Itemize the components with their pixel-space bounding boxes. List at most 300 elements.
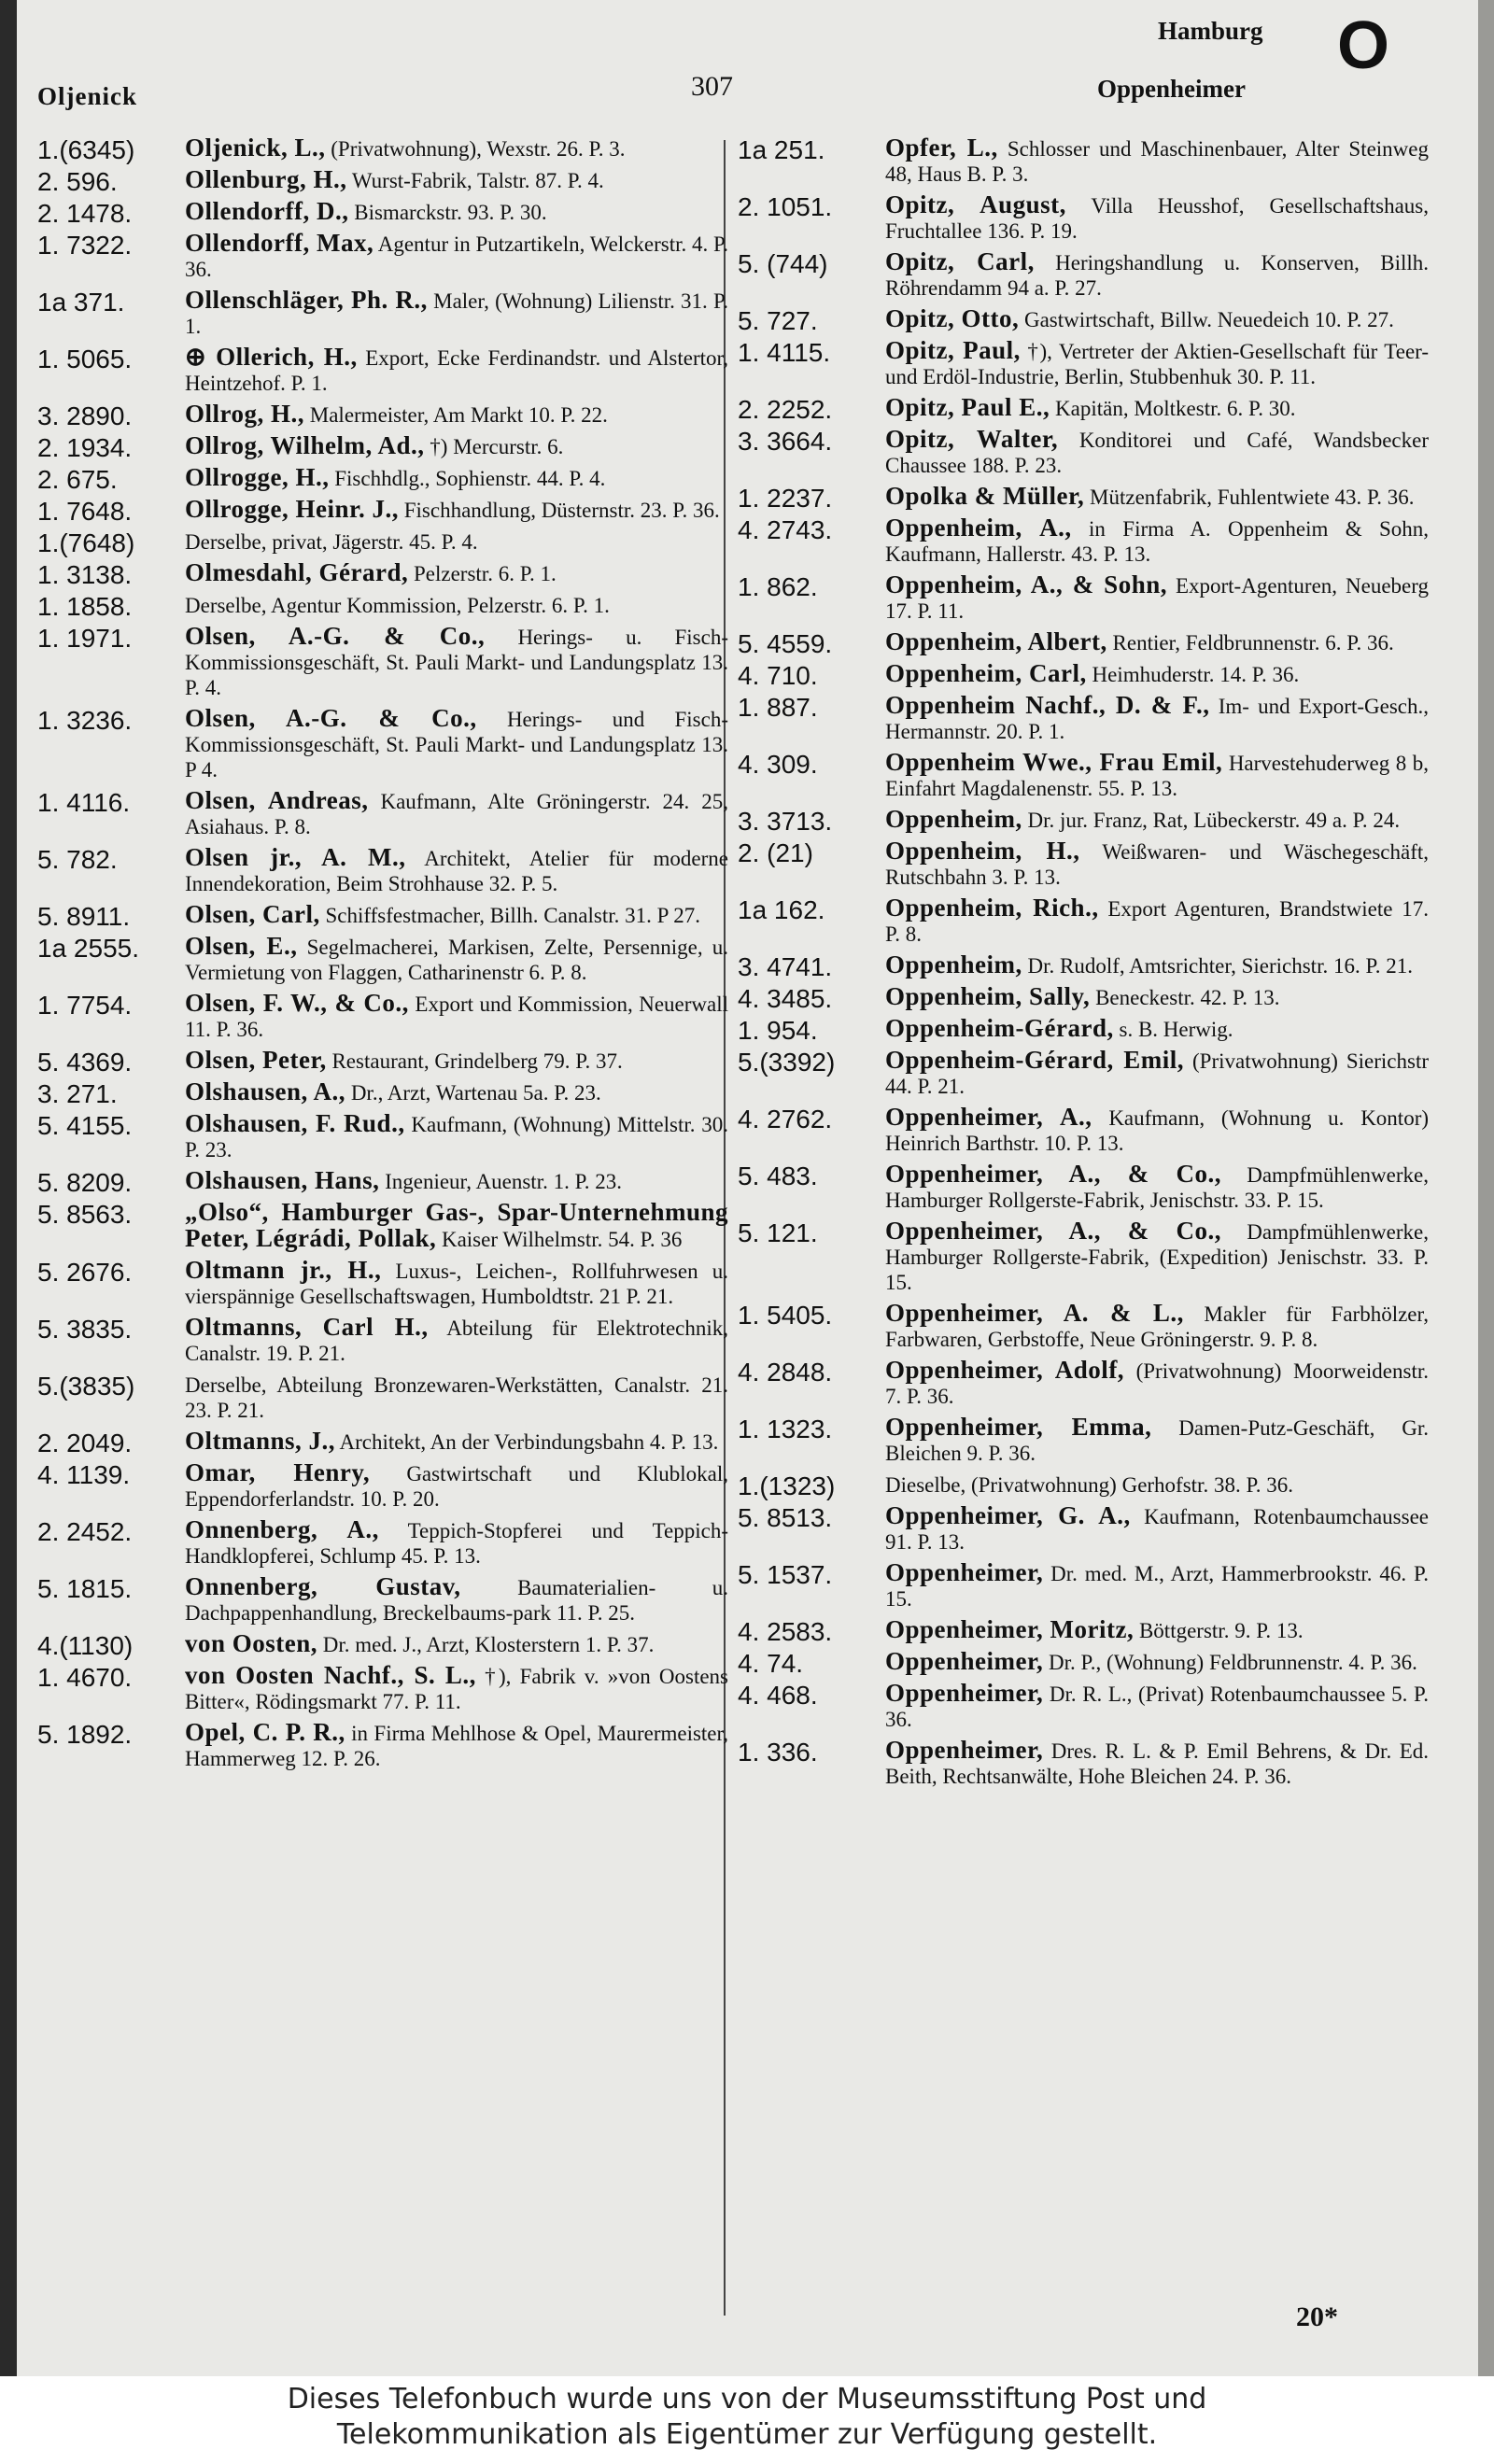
subscriber-name: Oppenheim, A., — [885, 514, 1072, 542]
entry-body — [885, 1105, 1429, 1156]
subscriber-name: Opitz, Walter, — [885, 425, 1059, 453]
section-letter: O — [1337, 8, 1390, 83]
phone-number: 1. 3236. — [37, 706, 133, 735]
entry-details: Dampfmühlenwerke, Hamburger Rollgerste-Fabrik, (Expedition) Jenischstr. 33. P. 15. — [885, 1220, 1429, 1294]
directory-entry — [738, 304, 1429, 335]
entry-details: Architekt, Atelier für moderne Innendekoration, Beim Strohhause 32. P. 5. — [185, 847, 729, 895]
directory-entry — [738, 952, 1429, 979]
entry-details: Dr., Arzt, Wartenau 5a. P. 23. — [350, 1081, 601, 1105]
subscriber-name: Oppenheim, H., — [885, 837, 1080, 865]
directory-entry — [738, 249, 1429, 301]
subscriber-name: Oppenheimer, — [885, 1679, 1044, 1707]
phone-number: 1. 862. — [738, 572, 818, 601]
phone-number: 5. 1892. — [37, 1720, 133, 1749]
phone-number: 2. 1934. — [37, 433, 133, 462]
directory-entry — [738, 1105, 1429, 1156]
entry-body — [185, 560, 728, 586]
phone-number: 5. 4369. — [37, 1048, 133, 1077]
directory-entry — [738, 895, 1429, 947]
entry-details: in Firma Mehlhose & Opel, Maurermeister, Hammerweg 12. P. 26. — [185, 1722, 729, 1770]
phone-number: 4. 468. — [738, 1681, 818, 1710]
entry-details: Dr. med. J., Arzt, Klosterstern 1. P. 37. — [322, 1633, 655, 1656]
subscriber-name: Ollrog, H., — [185, 400, 305, 428]
entry-body — [185, 1048, 728, 1074]
entry-details: Dampfmühlenwerke, Hamburger Rollgerste-Fabrik, Jenischstr. 33. P. 15. — [885, 1163, 1429, 1212]
entry-body — [185, 167, 728, 193]
phone-number: 1. 4670. — [37, 1663, 133, 1692]
phone-number: 5. 3835. — [37, 1315, 133, 1344]
phone-number: 1. 5405. — [738, 1301, 833, 1330]
entry-details: Makler für Farbhölzer, Farbwaren, Gerbstoffe, Neue Gröningerstr. 9. P. 8. — [885, 1302, 1430, 1351]
entry-body — [185, 1079, 728, 1105]
subscriber-name: Oppenheimer, A., & Co., — [885, 1160, 1221, 1188]
entry-body — [185, 1429, 728, 1455]
entry-body — [185, 1460, 728, 1512]
entry-body — [885, 427, 1429, 478]
header-last-name: Oppenheimer — [1097, 75, 1246, 103]
directory-entry — [37, 706, 728, 782]
phone-number: 1.(6345) — [37, 135, 135, 164]
entry-body — [885, 750, 1429, 801]
phone-number: 5. 121. — [738, 1218, 818, 1247]
entry-details: Konditorei und Café, Wandsbecker Chaussee 188. P. 23. — [885, 429, 1429, 477]
entry-body — [185, 199, 728, 225]
entry-body — [885, 629, 1429, 655]
subscriber-name: „Olso“, Hamburger Gas-, Spar-Unternehmung Peter, Légrádi, Pollak, — [185, 1198, 728, 1252]
header-city: Hamburg — [1158, 17, 1263, 45]
entry-body — [185, 1372, 728, 1423]
phone-number: 2. 2252. — [738, 395, 833, 424]
directory-entry — [37, 1429, 728, 1455]
entry-details: Dr. Rudolf, Amtsrichter, Sierichstr. 16. P. 21. — [1027, 954, 1413, 978]
subscriber-name: Ollrogge, H., — [185, 463, 330, 491]
entry-body — [185, 497, 728, 523]
entry-details: Dieselbe, (Privatwohnung) Gerhofstr. 38. P. 36. — [885, 1473, 1293, 1497]
subscriber-name: Onnenberg, A., — [185, 1515, 379, 1543]
entry-details: Dr. P., (Wohnung) Feldbrunnenstr. 4. P. 36. — [1049, 1651, 1417, 1674]
directory-entry — [37, 1315, 728, 1366]
entry-body — [885, 838, 1429, 890]
directory-entry — [37, 788, 728, 839]
entry-body — [185, 788, 728, 839]
directory-entry — [738, 982, 1429, 1013]
entry-body — [885, 1560, 1429, 1612]
entry-body — [885, 484, 1429, 510]
phone-number: 1. 4116. — [37, 788, 131, 817]
entry-details: (Privatwohnung) Moorweidenstr. 7. P. 36. — [885, 1359, 1429, 1408]
subscriber-name: Oltmanns, J., — [185, 1427, 336, 1455]
entry-details: Pelzerstr. 6. P. 1. — [414, 562, 557, 585]
entry-details: Dr. jur. Franz, Rat, Lübeckerstr. 49 a. P. 24. — [1027, 809, 1401, 832]
phone-number: 5. 8513. — [738, 1503, 833, 1532]
directory-entry — [37, 592, 728, 621]
phone-number: 1. 2237. — [738, 484, 833, 513]
entry-details: Gastwirtschaft, Billw. Neuedeich 10. P. 27. — [1023, 308, 1394, 331]
entry-body — [885, 1649, 1429, 1675]
entry-body — [885, 661, 1429, 687]
subscriber-name: Opitz, Carl, — [885, 247, 1035, 275]
phone-number: 4. 1139. — [37, 1460, 131, 1489]
directory-entry — [738, 1615, 1429, 1646]
directory-entry — [37, 1200, 728, 1252]
entry-body — [185, 1631, 728, 1657]
subscriber-name: Opitz, Paul E., — [885, 393, 1050, 421]
subscriber-name: Oppenheim, Sally, — [885, 982, 1091, 1010]
entry-body — [885, 1471, 1429, 1498]
phone-number: 4.(1130) — [37, 1631, 134, 1660]
entry-details: in Firma A. Oppenheim & Sohn, Kaufmann, Hallerstr. 43. P. 13. — [885, 517, 1429, 566]
phone-number: 5. 483. — [738, 1162, 818, 1190]
phone-number: 1. 887. — [738, 693, 818, 722]
directory-entry — [37, 624, 728, 700]
entry-details: Export Agenturen, Brandstwiete 17. P. 8. — [885, 897, 1430, 946]
phone-number: 5. 1537. — [738, 1560, 833, 1589]
subscriber-name: Oppenheim-Gérard, — [885, 1014, 1114, 1042]
entry-body — [885, 693, 1429, 744]
subscriber-name: Olsen, E., — [185, 932, 298, 960]
subscriber-name: Oppenheimer, — [885, 1647, 1044, 1675]
subscriber-name: Oppenheimer, Emma, — [885, 1413, 1152, 1441]
directory-entry — [37, 401, 728, 428]
phone-number: 1a 2555. — [37, 934, 139, 963]
book-binding — [0, 0, 17, 2376]
entry-body — [185, 1315, 728, 1366]
directory-entry — [738, 338, 1429, 389]
phone-number: 5. 4155. — [37, 1111, 133, 1140]
entry-details: Abteilung für Elektrotechnik, Canalstr. 19. P. 21. — [185, 1316, 729, 1365]
subscriber-name: Olsen, F. W., & Co., — [185, 989, 409, 1017]
entry-details: Kaufmann, Alte Gröningerstr. 24. 25, Asiahaus. P. 8. — [185, 790, 729, 838]
phone-number: 3. 2890. — [37, 401, 133, 430]
phone-number: 2. (21) — [738, 838, 813, 867]
entry-body — [185, 1663, 728, 1714]
entry-details: Teppich-Stopferei und Teppich-Handklopferei, Schlump 45. P. 13. — [185, 1519, 728, 1568]
phone-number: 1.(7648) — [37, 528, 135, 557]
directory-entry — [37, 1166, 728, 1197]
entry-details: Im- und Export-Gesch., Hermannstr. 20. P. 1. — [885, 695, 1429, 743]
directory-entry — [738, 393, 1429, 424]
directory-entry — [37, 1517, 728, 1569]
header-first-name: Oljenick — [37, 82, 137, 110]
directory-entry — [37, 495, 728, 526]
subscriber-name: Opel, C. P. R., — [185, 1718, 345, 1746]
phone-number: 1. 1323. — [738, 1415, 833, 1443]
entry-body — [885, 807, 1429, 833]
entry-details: (Privatwohnung), Wexstr. 26. P. 3. — [331, 137, 626, 161]
phone-number: 1. 7648. — [37, 497, 133, 526]
entry-body — [185, 1720, 728, 1771]
footer-notice — [0, 2376, 1494, 2464]
subscriber-name: Oppenheim, — [885, 805, 1022, 833]
entry-details: Segelmacherei, Markisen, Zelte, Persennige, u. Vermietung von Flaggen, Catharinenstr 6. P. 8. — [185, 936, 729, 984]
entry-body — [885, 572, 1429, 624]
entry-details: Kapitän, Moltkestr. 6. P. 30. — [1055, 397, 1296, 420]
phone-number: 4. 309. — [738, 750, 818, 779]
entry-body — [185, 288, 728, 339]
entry-details: Damen-Putz-Geschäft, Gr. Bleichen 9. P. 36. — [885, 1416, 1429, 1465]
subscriber-name: Oppenheimer, — [885, 1558, 1044, 1586]
phone-number: 5. 727. — [738, 306, 818, 335]
entry-body — [885, 1162, 1429, 1213]
entry-body — [185, 528, 728, 555]
phone-number: 1a 251. — [738, 135, 825, 164]
entry-body — [185, 1517, 728, 1569]
phone-number: 2. 675. — [37, 465, 118, 494]
signature-mark: 20* — [1296, 2302, 1338, 2332]
subscriber-name: Omar, Henry, — [185, 1458, 371, 1486]
entry-details: Fischhdlg., Sophienstr. 44. P. 4. — [334, 467, 606, 490]
entry-details: Kaufmann, (Wohnung) Mittelstr. 30. P. 23. — [185, 1113, 729, 1162]
entry-details: Architekt, An der Verbindungsbahn 4. P. 13. — [339, 1430, 719, 1454]
phone-number: 4. 74. — [738, 1649, 804, 1678]
directory-entry — [37, 900, 728, 931]
directory-entry — [37, 1574, 728, 1626]
entry-body — [885, 135, 1429, 187]
subscriber-name: Oppenheim, Albert, — [885, 627, 1107, 655]
subscriber-name: von Oosten Nachf., S. L., — [185, 1661, 476, 1689]
directory-entry — [738, 1471, 1429, 1498]
entry-body — [885, 1358, 1429, 1409]
directory-entry — [37, 1460, 728, 1512]
entry-body — [185, 1111, 728, 1162]
entry-details: Dr. med. M., Arzt, Hammerbrookstr. 46. P. 15. — [885, 1562, 1430, 1611]
entry-details: Bismarckstr. 93. P. 30. — [354, 201, 547, 224]
phone-number: 1. 1971. — [37, 624, 133, 653]
directory-entry — [37, 1663, 728, 1714]
subscriber-name: Oppenheim, Rich., — [885, 894, 1099, 922]
right-column — [738, 135, 1429, 1795]
entry-details: †), Vertreter der Aktien-Gesellschaft für Teer- und Erdöl-Industrie, Berlin, Stubbenhuk 30. P. 11. — [885, 340, 1430, 388]
directory-entry — [37, 197, 728, 228]
entry-details: Heimhuderstr. 14. P. 36. — [1092, 663, 1300, 686]
entry-body — [185, 465, 728, 491]
directory-entry — [37, 934, 728, 985]
phone-number: 5. 1815. — [37, 1574, 133, 1603]
directory-entry — [37, 1258, 728, 1309]
directory-entry — [738, 838, 1429, 890]
entry-body — [885, 895, 1429, 947]
phone-number: 5. 2676. — [37, 1258, 133, 1287]
entry-body — [885, 1503, 1429, 1555]
entry-body — [885, 338, 1429, 389]
entry-details: Böttgerstr. 9. P. 13. — [1138, 1619, 1304, 1642]
phone-number: 4. 710. — [738, 661, 818, 690]
phone-number: 1. 3138. — [37, 560, 133, 589]
entry-details: Mützenfabrik, Fuhlentwiete 43. P. 36. — [1090, 486, 1415, 509]
subscriber-name: Oppenheim Nachf., D. & F., — [885, 691, 1210, 719]
entry-details: Heringshandlung u. Konserven, Billh. Röhrendamm 94 a. P. 27. — [885, 251, 1429, 300]
directory-entry — [37, 288, 728, 339]
directory-entry — [37, 558, 728, 589]
directory-entry — [37, 463, 728, 494]
entry-body — [885, 192, 1429, 244]
entry-details: Schiffsfestmacher, Billh. Canalstr. 31. P 27. — [325, 904, 701, 927]
entry-details: Export, Ecke Ferdinandstr. und Alstertor, Heintzehof. P. 1. — [185, 346, 728, 395]
phone-number: 4. 3485. — [738, 984, 833, 1013]
directory-entry — [738, 1560, 1429, 1612]
directory-entry — [738, 1681, 1429, 1732]
entry-body — [185, 934, 728, 985]
entry-details: Derselbe, privat, Jägerstr. 45. P. 4. — [185, 530, 478, 554]
phone-number: 4. 2583. — [738, 1617, 833, 1646]
phone-number: 5. 4559. — [738, 629, 833, 658]
phone-number: 5. (744) — [738, 249, 828, 278]
left-column — [37, 135, 728, 1777]
entry-details: Gastwirtschaft und Klublokal, Eppendorferlandstr. 10. P. 20. — [185, 1462, 728, 1511]
subscriber-name: Oppenheimer, Adolf, — [885, 1356, 1125, 1384]
footer-line-2: Telekommunikation als Eigentümer zur Verfügung gestellt. — [336, 2418, 1158, 2451]
entry-body — [185, 1574, 728, 1626]
subscriber-name: Ollrog, Wilhelm, Ad., — [185, 431, 425, 459]
footer-line-1: Dieses Telefonbuch wurde uns von der Museumsstiftung Post und — [287, 2383, 1207, 2415]
entry-body — [185, 991, 728, 1042]
subscriber-name: Oppenheimer, — [885, 1736, 1044, 1764]
directory-entry — [37, 165, 728, 196]
subscriber-name: Oppenheimer, A., & Co., — [885, 1217, 1221, 1245]
directory-entry — [738, 627, 1429, 658]
entry-details: Fischhandlung, Düsternstr. 23. P. 36. — [403, 499, 720, 522]
subscriber-name: Opfer, L., — [885, 134, 998, 162]
directory-entry — [738, 515, 1429, 567]
directory-entry — [738, 659, 1429, 690]
subscriber-name: Olshausen, F. Rud., — [185, 1109, 405, 1137]
entry-details: Schlosser und Maschinenbauer, Alter Steinweg 48, Haus B. P. 3. — [885, 137, 1430, 186]
directory-entry — [37, 431, 728, 462]
subscriber-name: Olsen, A.-G. & Co., — [185, 704, 477, 732]
entry-body — [185, 135, 728, 162]
page-edge — [1478, 0, 1494, 2376]
directory-entry — [37, 1046, 728, 1077]
subscriber-name: Olmesdahl, Gérard, — [185, 558, 409, 586]
entry-details: (Privatwohnung) Sierichstr 44. P. 21. — [885, 1049, 1430, 1098]
directory-entry — [738, 572, 1429, 624]
subscriber-name: Opitz, August, — [885, 190, 1066, 218]
entry-body — [885, 1617, 1429, 1643]
phone-number: 1. 5065. — [37, 345, 133, 373]
entry-details: Herings- u. Fisch-Kommissionsgeschäft, St. Pauli Markt- und Landungsplatz 13. P. 4. — [185, 626, 728, 699]
entry-body — [885, 1016, 1429, 1042]
subscriber-name: Oppenheim, — [885, 950, 1022, 979]
subscriber-name: Olsen, Andreas, — [185, 786, 369, 814]
subscriber-name: Ollendorff, Max, — [185, 229, 374, 257]
subscriber-name: Olsen jr., A. M., — [185, 843, 406, 871]
directory-entry — [738, 693, 1429, 744]
phone-number: 3. 3713. — [738, 807, 833, 836]
directory-entry — [738, 1014, 1429, 1045]
phone-number: 5.(3835) — [37, 1372, 135, 1401]
subscriber-name: Ollenschläger, Ph. R., — [185, 286, 428, 314]
entry-details: Kaufmann, Rotenbaumchaussee 91. P. 13. — [885, 1505, 1430, 1554]
phone-number: 5. 782. — [37, 845, 118, 874]
subscriber-name: Onnenberg, Gustav, — [185, 1572, 461, 1600]
directory-entry — [738, 1162, 1429, 1213]
directory-entry — [37, 1077, 728, 1108]
entry-body — [885, 395, 1429, 421]
phone-number: 1.(1323) — [738, 1471, 836, 1500]
directory-entry — [738, 1218, 1429, 1295]
entry-details: Wurst-Fabrik, Talstr. 87. P. 4. — [351, 169, 604, 192]
entry-body — [185, 624, 728, 700]
phone-number: 4. 2762. — [738, 1105, 833, 1133]
phone-number: 2. 1478. — [37, 199, 133, 228]
subscriber-name: Ollenburg, H., — [185, 165, 347, 193]
entry-details: Kaufmann, (Wohnung u. Kontor) Heinrich Barthstr. 10. P. 13. — [885, 1106, 1430, 1155]
entry-body — [885, 984, 1429, 1010]
entry-body — [885, 1301, 1429, 1352]
directory-entry — [37, 345, 728, 396]
subscriber-name: Oppenheimer, Moritz, — [885, 1615, 1135, 1643]
subscriber-name: Oppenheimer, A. & L., — [885, 1299, 1184, 1327]
subscriber-name: Opolka & Müller, — [885, 482, 1085, 510]
entry-body — [185, 231, 728, 282]
phone-number: 4. 2848. — [738, 1358, 833, 1387]
entry-details: Dr. R. L., (Privat) Rotenbaumchaussee 5. P. 36. — [885, 1683, 1430, 1731]
phone-number: 1a 371. — [37, 288, 125, 317]
phone-number: 5. 8911. — [37, 902, 131, 931]
phone-number: 5. 8563. — [37, 1200, 133, 1229]
entry-details: Rentier, Feldbrunnenstr. 6. P. 36. — [1112, 631, 1394, 655]
entry-body — [185, 902, 728, 928]
phone-number: 1. 954. — [738, 1016, 818, 1045]
phone-number: 4. 2743. — [738, 515, 833, 544]
subscriber-name: Opitz, Otto, — [885, 304, 1020, 332]
subscriber-name: Olsen, A.-G. & Co., — [185, 622, 486, 650]
directory-entry — [37, 135, 728, 162]
directory-entry — [37, 1111, 728, 1162]
phone-number: 1a 162. — [738, 895, 825, 924]
entry-details: Export und Kommission, Neuerwall 11. P. 36. — [185, 993, 728, 1041]
entry-details: Harvestehuderweg 8 b, Einfahrt Magdalenenstr. 55. P. 13. — [885, 752, 1429, 800]
directory-entry — [37, 991, 728, 1042]
subscriber-name: Oppenheim, A., & Sohn, — [885, 570, 1167, 598]
entry-details: Kaiser Wilhelmstr. 54. P. 36 — [441, 1228, 683, 1251]
phone-number: 2. 2049. — [37, 1429, 133, 1457]
entry-body — [885, 515, 1429, 567]
subscriber-name: Ollrogge, Heinr. J., — [185, 495, 399, 523]
subscriber-name: Oppenheim, Carl, — [885, 659, 1087, 687]
directory-entry — [738, 1048, 1429, 1099]
entry-details: †) Mercurstr. 6. — [430, 435, 564, 458]
directory-entry — [37, 1372, 728, 1423]
entry-details: Luxus-, Leichen-, Rollfuhrwesen u. vierspännige Gesellschaftswagen, Humboldtstr. 21 P. 21. — [185, 1260, 728, 1308]
entry-details: Export-Agenturen, Neueberg 17. P. 11. — [885, 574, 1429, 623]
directory-entry — [738, 1415, 1429, 1466]
phone-number: 3. 271. — [37, 1079, 118, 1108]
phone-number: 3. 4741. — [738, 952, 833, 981]
entry-body — [885, 249, 1429, 301]
phone-number: 2. 596. — [37, 167, 118, 196]
entry-body — [185, 1168, 728, 1194]
entry-details: Baumaterialien- u. Dachpappenhandlung, Breckelbaums-park 11. P. 25. — [185, 1576, 728, 1625]
entry-body — [185, 706, 728, 782]
entry-details: †), Fabrik v. »von Oostens Bitter«, Rödingsmarkt 77. P. 11. — [185, 1665, 729, 1713]
directory-entry — [37, 1720, 728, 1771]
subscriber-name: Olsen, Peter, — [185, 1046, 327, 1074]
entry-details: Restaurant, Grindelberg 79. P. 37. — [331, 1049, 623, 1073]
subscriber-name: Ollendorff, D., — [185, 197, 349, 225]
entry-body — [185, 1200, 728, 1252]
entry-body — [185, 1258, 728, 1309]
entry-body — [885, 306, 1429, 332]
entry-details: Weißwaren- und Wäschegeschäft, Rutschbahn 3. P. 13. — [885, 840, 1429, 889]
directory-entry — [37, 231, 728, 282]
subscriber-name: Oljenick, L., — [185, 134, 326, 162]
directory-entry — [37, 528, 728, 555]
subscriber-name: Oltmanns, Carl H., — [185, 1313, 429, 1341]
phone-number: 1. 4115. — [738, 338, 831, 367]
phone-number: 1. 7322. — [37, 231, 133, 260]
entry-details: Derselbe, Agentur Kommission, Pelzerstr. 6. P. 1. — [185, 594, 610, 617]
